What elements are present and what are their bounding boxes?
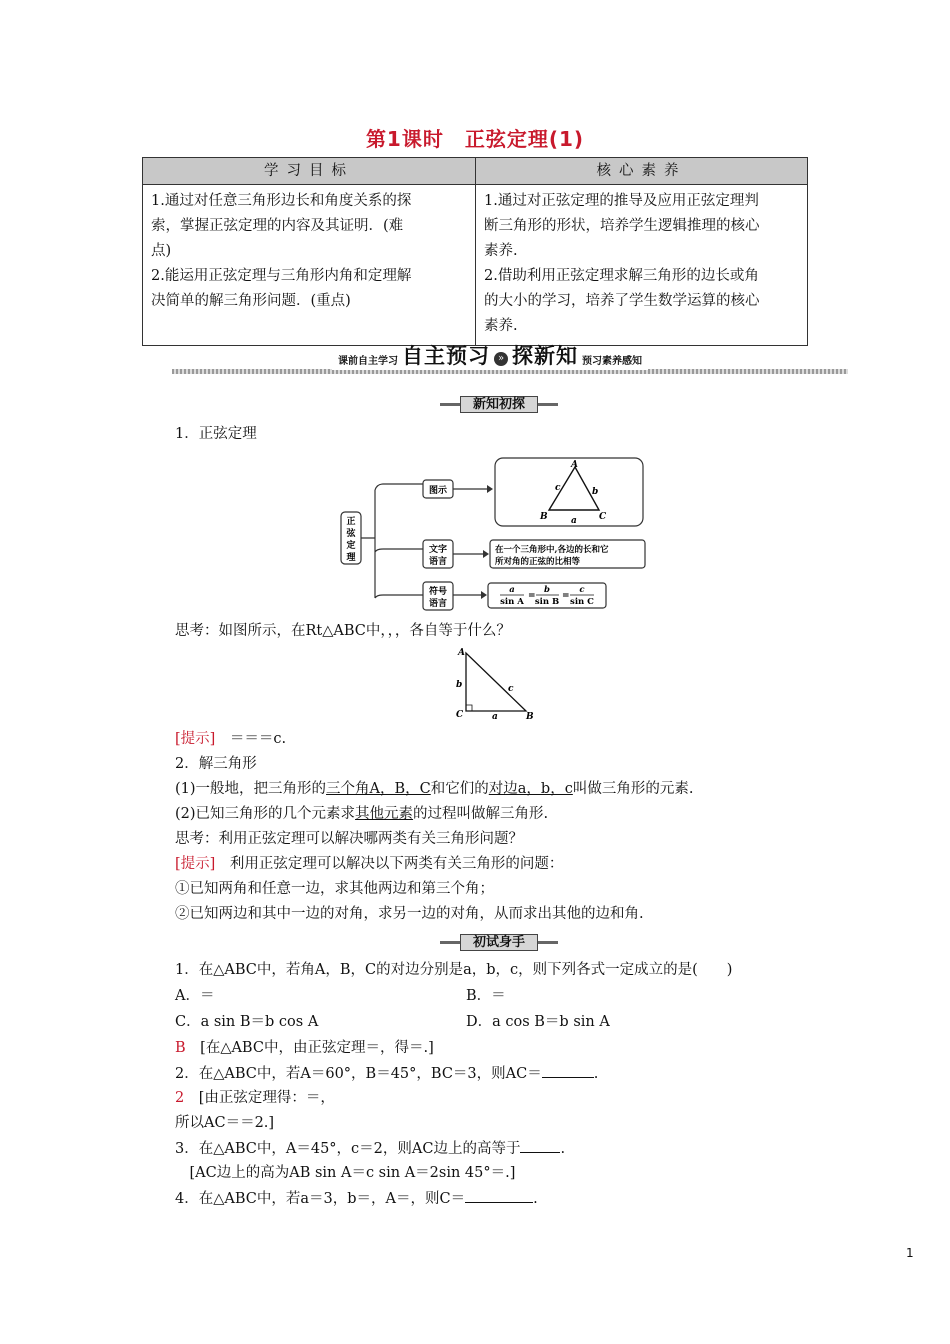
tri-label-c: c	[555, 483, 561, 493]
banner-big-1: 自主预习	[402, 344, 490, 368]
q1-option-c: C．a sin B＝b cos A	[175, 1014, 319, 1030]
page-title: 第1课时 正弦定理(1)	[365, 127, 585, 151]
s2-paragraph-1: (1)一般地，把三角形的三个角A，B，C和它们的对边a，b，c叫做三角形的元素.	[175, 781, 694, 797]
q2-stem: 2．在△ABC中，若A＝60°，B＝45°，BC＝3，则AC＝ .	[175, 1063, 598, 1084]
case-2: ②已知两边和其中一边的对角，求另一边的对角，从而求出其他的边和角.	[175, 906, 644, 922]
q2-solution: [由正弦定理得：＝，	[184, 1090, 335, 1106]
section-banner	[172, 344, 848, 378]
formula-den: sin C	[570, 597, 594, 607]
goals-left-cell	[143, 185, 476, 346]
formula-num: c	[579, 585, 585, 595]
think-1: 思考：如图所示，在Rt△ABC中，，，各自等于什么？	[175, 623, 511, 639]
goals-right-cell	[476, 185, 808, 346]
formula-num: b	[544, 585, 550, 595]
q1-option-d: D．a cos B＝b sin A	[466, 1014, 610, 1030]
diagram-connectors	[361, 484, 423, 598]
banner-right-small: 预习素养感知	[582, 356, 642, 367]
q4-stem: 4．在△ABC中，若a＝3，b＝，A＝，则C＝ .	[175, 1188, 538, 1209]
s2-paragraph-2: (2)已知三角形的几个元素求其他元素的过程叫做解三角形.	[175, 806, 549, 822]
q2-solution-2: 所以AC＝＝2.]	[175, 1115, 275, 1131]
right-triangle-figure	[448, 645, 543, 723]
q1-option-b: B．＝	[466, 988, 506, 1004]
tri-label-B: B	[540, 512, 548, 522]
goals-right-line: 素养.	[484, 318, 518, 334]
goals-header-left: 学习目标	[143, 158, 476, 185]
hint-2	[175, 854, 563, 874]
section-label-try	[440, 934, 558, 951]
rt-label-C: C	[456, 710, 464, 720]
section-label-text: 新知初探	[460, 396, 538, 413]
goals-right-line: 2.借助利用正弦定理求解三角形的边长或角	[484, 268, 759, 284]
banner-big-2: 探新知	[512, 344, 578, 368]
hint-1-text: ＝＝＝c.	[215, 731, 287, 747]
hint-1-tag: [提示]	[175, 731, 216, 747]
hint-1	[175, 729, 286, 749]
rt-label-B: B	[526, 712, 534, 722]
diagram-branch3-label: 语言	[428, 599, 448, 609]
tri-label-b: b	[592, 487, 599, 497]
arrow-icon	[481, 591, 487, 599]
goals-header-right: 核心素养	[476, 158, 808, 185]
q1-option-a: A．＝	[175, 988, 215, 1004]
q2-blank	[542, 1063, 594, 1078]
q1-solution: [在△ABC中，由正弦定理＝，得＝.]	[185, 1040, 434, 1056]
goals-left-line: 2.能运用正弦定理与三角形内角和定理解	[151, 268, 412, 284]
s1-heading: 1．正弦定理	[175, 426, 257, 442]
page-number: 1	[906, 1246, 914, 1260]
diagram-branch2-label: 文字	[428, 545, 448, 555]
goals-left-line: 决简单的解三角形问题．(重点)	[151, 293, 351, 309]
goals-right-line: 素养.	[484, 243, 518, 259]
goals-right-line: 1.通过对正弦定理的推导及应用正弦定理判	[484, 193, 759, 209]
banner-text	[332, 344, 648, 370]
q2-answer	[175, 1088, 335, 1108]
concept-diagram	[335, 452, 655, 612]
goals-right-line: 断三角形的形状，培养学生逻辑推理的核心	[484, 218, 760, 234]
q1-answer-letter: B	[175, 1040, 186, 1056]
section-label-text: 初试身手	[460, 934, 538, 951]
q1-answer	[175, 1038, 434, 1058]
goals-table	[142, 157, 808, 346]
right-angle-mark	[466, 705, 472, 711]
goals-left-line: 点)	[151, 243, 172, 259]
q3-solution: [AC边上的高为AB sin A＝c sin A＝2sin 45°＝.]	[175, 1165, 516, 1181]
formula-eq: =	[562, 591, 570, 601]
hint-2-tag: [提示]	[175, 856, 216, 872]
arrow-icon	[487, 485, 493, 493]
goals-left-line: 索，掌握正弦定理的内容及其证明．(难	[151, 218, 404, 234]
tri-label-a: a	[571, 516, 577, 526]
diagram-text-line: 所对角的正弦的比相等	[495, 557, 581, 567]
formula-eq: =	[528, 591, 536, 601]
rt-label-c: c	[508, 684, 514, 694]
q3-blank	[520, 1138, 560, 1153]
arrow-icon	[483, 550, 489, 558]
case-1: ①已知两角和任意一边，求其他两边和第三个角；	[175, 881, 494, 897]
q4-blank	[465, 1188, 533, 1203]
formula-den: sin B	[534, 597, 560, 607]
diagram-root-char: 定	[346, 541, 356, 551]
think-2: 思考：利用正弦定理可以解决哪两类有关三角形问题？	[175, 831, 523, 847]
q3-stem: 3．在△ABC中，A＝45°，c＝2，则AC边上的高等于 .	[175, 1138, 565, 1159]
tri-label-C: C	[599, 512, 607, 522]
diagram-root-char: 弦	[346, 529, 356, 539]
tri-label-A: A	[571, 460, 578, 470]
diagram-branch2-label: 语言	[428, 557, 448, 567]
s2-heading: 2．解三角形	[175, 756, 257, 772]
q1-stem: 1．在△ABC中，若角A，B，C的对边分别是a，b，c，则下列各式一定成立的是( )	[175, 962, 733, 978]
diagram-text-line: 在一个三角形中,各边的长和它	[495, 545, 609, 555]
formula-den: sin A	[500, 597, 524, 607]
section-label-new	[440, 396, 558, 413]
rt-label-A: A	[458, 648, 465, 658]
diagram-triangle-box	[495, 458, 643, 526]
diagram-root-char: 理	[346, 553, 356, 563]
diagram-root-char: 正	[346, 517, 356, 527]
banner-left-small: 课前自主学习	[338, 356, 398, 367]
formula-num: a	[509, 585, 515, 595]
goals-right-line: 的大小的学习，培养了学生数学运算的核心	[484, 293, 760, 309]
goals-left-line: 1.通过对任意三角形边长和角度关系的探	[151, 193, 412, 209]
diagram-branch3-label: 符号	[428, 587, 448, 597]
hint-2-text: 利用正弦定理可以解决以下两类有关三角形的问题：	[215, 856, 564, 872]
rt-label-a: a	[492, 712, 498, 722]
diagram-branch1-label: 图示	[428, 486, 448, 496]
rt-triangle	[466, 653, 526, 711]
rt-label-b: b	[456, 680, 463, 690]
banner-arrow-icon: »	[494, 352, 508, 366]
q2-answer-value: 2	[175, 1090, 185, 1106]
